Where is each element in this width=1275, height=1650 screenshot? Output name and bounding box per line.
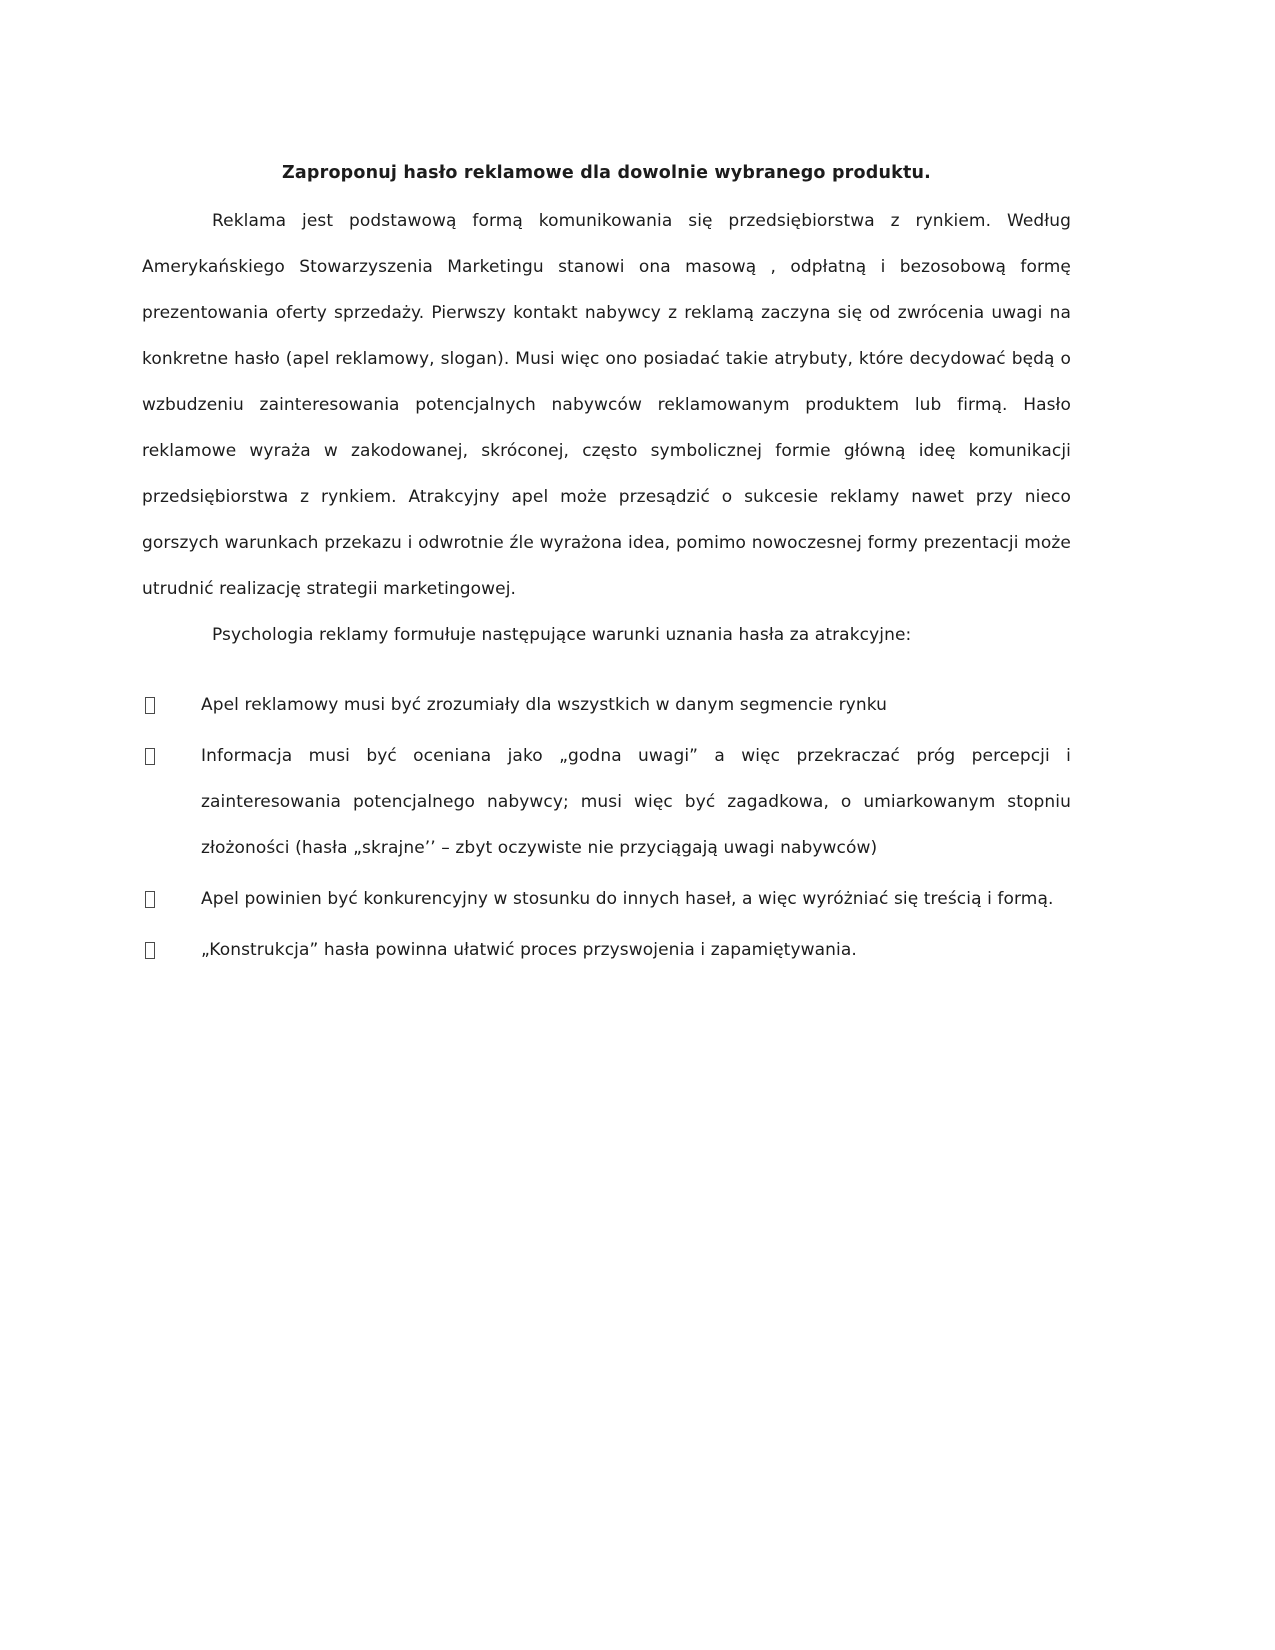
list-item [142,876,1071,922]
list-item-text: Informacja musi być oceniana jako „godna uwagi” a więc przekraczać próg percepcji i zainteresowania potencjalnego nabywcy; musi więc być zagadkowa, o umiarkowanym stopniu złożoności (hasła „skrajne’’ – zbyt oczywiste nie przyciągają uwagi nabywców) [201,746,1071,858]
missing-glyph-bullet-icon [145,942,155,959]
list-item [142,927,1071,973]
paragraph-lead-in: Psychologia reklamy formułuje następujące warunki uznania hasła za atrakcyjne: [212,625,912,645]
list-item-text: Apel powinien być konkurencyjny w stosunku do innych haseł, a więc wyróżniać się treścią i formą. [201,889,1054,909]
list-item-text: „Konstrukcja” hasła powinna ułatwić proces przyswojenia i zapamiętywania. [201,940,857,960]
bullet-list [142,682,1071,973]
list-item-text: Apel reklamowy musi być zrozumiały dla wszystkich w danym segmencie rynku [201,695,888,715]
list-item [142,733,1071,871]
missing-glyph-bullet-icon [145,891,155,908]
missing-glyph-bullet-icon [145,697,155,714]
document-title: Zaproponuj hasło reklamowe dla dowolnie wybranego produktu. [281,163,932,183]
paragraph-intro: Reklama jest podstawową formą komunikowania się przedsiębiorstwa z rynkiem. Według Amerykańskiego Stowarzyszenia Marketingu stanowi ona masową , odpłatną i bezosobową formę prezentowania oferty sprzedaży. Pierwszy kontakt nabywcy z reklamą zaczyna się od zwrócenia uwagi na konkretne hasło (apel reklamowy, slogan). Musi więc ono posiadać takie atrybuty, które decydować będą o wzbudzeniu zainteresowania potencjalnych nabywców reklamowanym produktem lub firmą. Hasło reklamowe wyraża w zakodowanej, skróconej, często symbolicznej formie główną ideę komunikacji przedsiębiorstwa z rynkiem. Atrakcyjny apel może przesądzić o sukcesie reklamy nawet przy nieco gorszych warunkach przekazu i odwrotnie źle wyrażona idea, pomimo nowoczesnej formy prezentacji może utrudnić realizację strategii marketingowej. [142,211,1071,599]
list-item [142,682,1071,728]
missing-glyph-bullet-icon [145,748,155,765]
